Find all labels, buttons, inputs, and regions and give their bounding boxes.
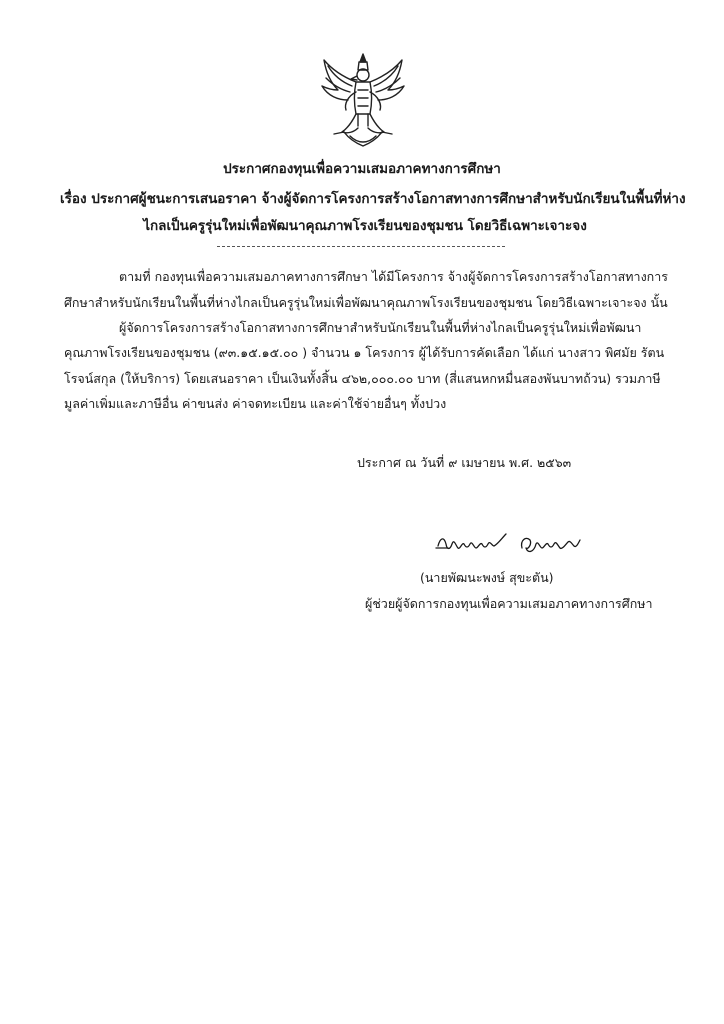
body-line: ตามที่ กองทุนเพื่อความเสมอภาคทางการศึกษา ได้มีโครงการ จ้างผู้จัดการโครงการสร้างโอกาสทางการ	[119, 269, 668, 284]
signer-name: (นายพัฒนะพงษ์ สุขะตัน)	[420, 570, 554, 585]
subject-line-2: ไกลเป็นครูรุ่นใหม่เพื่อพัฒนาคุณภาพโรงเรียนของชุมชน โดยวิธีเฉพาะเจาะจง	[143, 218, 587, 234]
body-line: ผู้จัดการโครงการสร้างโอกาสทางการศึกษาสำหรับนักเรียนในพื้นที่ห่างไกลเป็นครูรุ่นใหม่เพื่อพัฒนา	[119, 320, 642, 335]
subject-line-1: เรื่อง ประกาศผู้ชนะการเสนอราคา จ้างผู้จัดการโครงการสร้างโอกาสทางการศึกษาสำหรับนักเรียนในพื้นที่ห่าง	[60, 191, 686, 207]
signer-position: ผู้ช่วยผู้จัดการกองทุนเพื่อความเสมอภาคทางการศึกษา	[365, 596, 653, 611]
body-line: ศึกษาสำหรับนักเรียนในพื้นที่ห่างไกลเป็นครูรุ่นใหม่เพื่อพัฒนาคุณภาพโรงเรียนของชุมชน โดยวิธีเฉพาะเจาะจง นั้น	[64, 295, 668, 310]
body-line: คุณภาพโรงเรียนของชุมชน (๙๓.๑๕.๑๕.๐๐ ) จำนวน ๑ โครงการ ผู้ได้รับการคัดเลือก ได้แก่ นางสาว พิศมัย รัตน	[64, 345, 665, 360]
document-subject	[60, 186, 686, 240]
body-line: โรจน์สกุล (ให้บริการ) โดยเสนอราคา เป็นเงินทั้งสิ้น ๔๖๒,๐๐๐.๐๐ บาท (สี่แสนหกหมื่นสองพันบาทถ้วน) รวมภาษี	[64, 371, 661, 386]
dashed-divider	[217, 246, 505, 247]
handwritten-signature	[434, 526, 584, 560]
body-line: มูลค่าเพิ่มและภาษีอื่น ค่าขนส่ง ค่าจดทะเบียน และค่าใช้จ่ายอื่นๆ ทั้งปวง	[64, 396, 447, 411]
document-title: ประกาศกองทุนเพื่อความเสมอภาคทางการศึกษา	[223, 161, 501, 177]
announcement-date: ประกาศ ณ วันที่ ๙ เมษายน พ.ศ. ๒๕๖๓	[357, 455, 572, 470]
garuda-emblem-icon	[320, 52, 406, 150]
